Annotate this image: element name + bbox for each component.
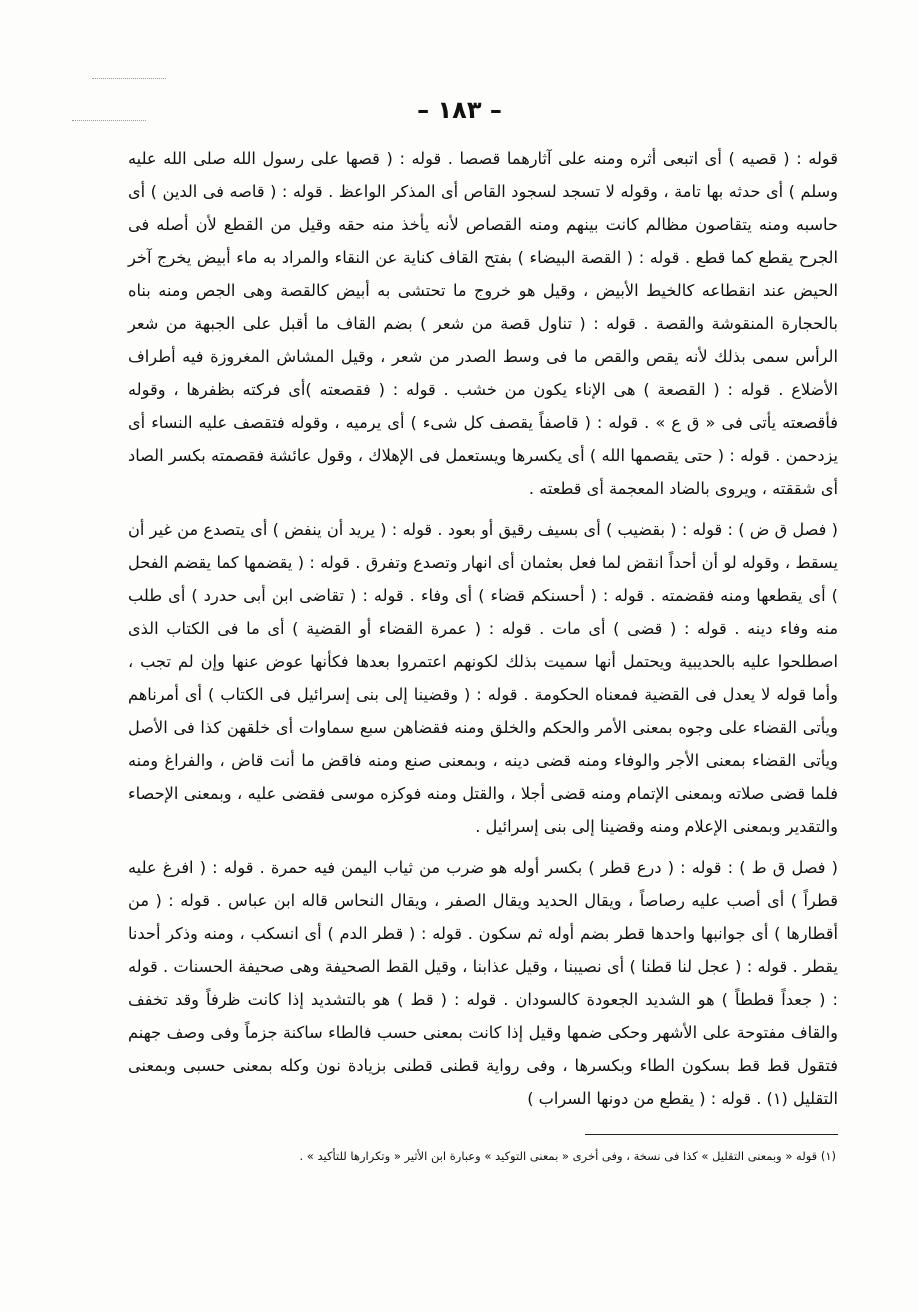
- margin-mark: [92, 78, 166, 79]
- page-body: [128, 142, 838, 1115]
- paragraph: ( فصل ق ط ) : قوله : ( درع قطر ) بكسر أوله هو ضرب من ثياب اليمن فيه حمرة . قوله : ( افرغ عليه قطراً ) أى أصب عليه رصاصاً ، ويقال الحديد ويقال الصفر ، ويقال النحاس قاله ابن عباس . قوله : ( من أقطارها ) أى جوانبها واحدها قطر بضم أوله ثم سكون . قوله : ( قطر الدم ) أى انسكب ، ومنه وذكر أحدنا يقطر . قوله : ( عجل لنا قطنا ) أى نصيبنا ، وقيل عذابنا ، وقيل القط الصحيفة وهى صحيفة الحسنات . قوله : ( جعداً قططاً ) هو الشديد الجعودة كالسودان . قوله : ( قط ) هو بالتشديد إذا كانت ظرفاً وقد تخفف والقاف مفتوحة على الأشهر وحكى ضمها وقيل إذا كانت بمعنى حسب فالطاء ساكنة جزماً وفى وصف جهنم فتقول قط قط بسكون الطاء وبكسرها ، وفى رواية قطنى قطنى بزيادة نون وكله بمعنى حسبى وبمعنى التقليل (١) . قوله : ( يقطع من دونها السراب ): [128, 858, 838, 1108]
- paragraph: قوله : ( قصيه ) أى اتبعى أثره ومنه على آثارهما قصصا . قوله : ( قصها على رسول الله صلى الله عليه وسلم ) أى حدثه بها تامة ، وقوله لا تسجد لسجود القاص أى المذكر الواعظ . قوله : ( قاصه فى الدين ) أى حاسبه ومنه يتقاصون مظالم كانت بينهم ومنه القصاص لأنه يأخذ منه حقه وقيل من القطع لأن أصله فى الجرح يقطع كما قطع . قوله : ( القصة البيضاء ) بفتح القاف كناية عن النقاء والمراد به ماء أبيض يخرج آخر الحيض عند انقطاعه كالخيط الأبيض ، وقيل هو خروج ما تحتشى به أبيض كالقصة وهى الجص ومنه بناه بالحجارة المنقوشة والقصة . قوله : ( تناول قصة من شعر ) بضم القاف ما أقبل على الجبهة من شعر الرأس سمى بذلك لأنه يقص والقص ما فى وسط الصدر من شعر ، وقيل المشاش المغروزة فيه أطراف الأضلاع . قوله : ( القصعة ) هى الإناء يكون من خشب . قوله : ( فقصعته )أى فركته بظفرها ، وقوله فأقصعته يأتى فى « ق ع » . قوله : ( قاصفاً يقصف كل شىء ) أى يرميه ، وقوله فتقصف عليه النساء أى يزدحمن . قوله : ( حتى يقصمها الله ) أى يكسرها ويستعمل فى الإهلاك ، وقول عائشة فقصمته بكسر الصاد أى شققته ، ويروى بالضاد المعجمة أى قطعته .: [128, 149, 838, 498]
- footnote-divider: [585, 1134, 838, 1135]
- paragraph: ( فصل ق ض ) : قوله : ( بقضيب ) أى بسيف رقيق أو بعود . قوله : ( يريد أن ينفض ) أى يتصدع من غير أن يسقط ، وقوله لو أن أحداً انقض لما فعل بعثمان أى انهار وتصدع وتفرق . قوله : ( يقضمها كما يقضم الفحل ) أى يقطعها ومنه فقضمته . قوله : ( أحسنكم قضاء ) أى وفاء . قوله : ( تقاضى ابن أبى حدرد ) أى طلب منه وفاء دينه . قوله : ( قضى ) أى مات . قوله : ( عمرة القضاء أو القضية ) أى ما فى الكتاب الذى اصطلحوا عليه بالحديبية ويحتمل أنها سميت بذلك لكونهم اعتمروا بعدها فكأنها عوض عنها وإن لم تجب ، وأما قوله لا يعدل فى القضية فمعناه الحكومة . قوله : ( وقضينا إلى بنى إسرائيل فى الكتاب ) أى أمرناهم ويأتى القضاء على وجوه بمعنى الأمر والحكم والخلق ومنه فقضاهن سبع سماوات أى خلقهن كذا فى الأصل ويأتى القضاء بمعنى الأجر والوفاء ومنه قضى دينه ، وبمعنى صنع ومنه فاقض ما أنت قاض ، والفراغ ومنه فلما قضى صلاته وبمعنى الإتمام ومنه قضى أجلا ، والقتل ومنه فوكزه موسى فقضى عليه ، وبمعنى الإحصاء والتقدير وبمعنى الإعلام ومنه وقضينا إلى بنى إسرائيل .: [128, 520, 838, 836]
- page-number: – ١٨٣ –: [417, 96, 502, 124]
- footnote: (١) قوله « وبمعنى التقليل » كذا فى نسخة ، وفى أخرى « بمعنى التوكيد » وعبارة ابن الأثير « وتكرارها للتأكيد » .: [299, 1149, 836, 1163]
